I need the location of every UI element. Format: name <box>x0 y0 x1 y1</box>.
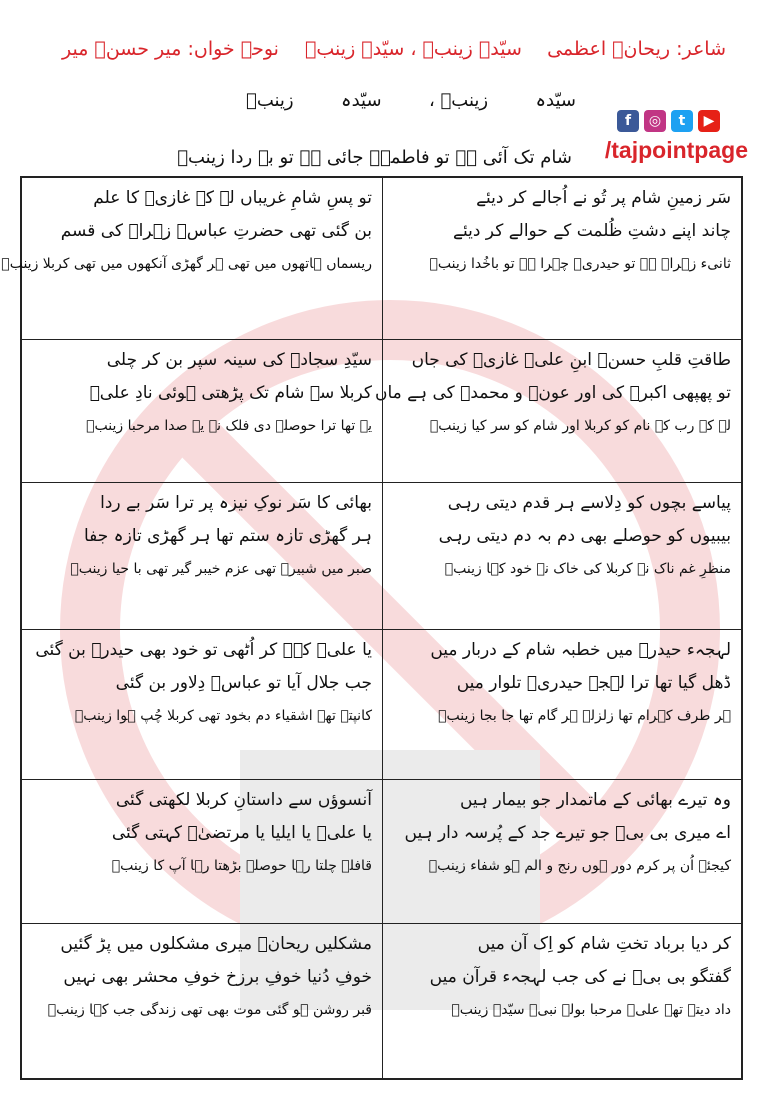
social-icons <box>617 110 720 132</box>
verse-line: لہجہء حیدرؑ میں خطبہ شام کے دربار میں <box>430 640 731 660</box>
verse-line: مشکلیں ریحانؔ میری مشکلوں میں پڑ گئیں <box>60 934 372 954</box>
verse-line: قافلہ چلتا رہا حوصلہ بڑھتا رہا آپ کا زینبؑ <box>111 858 372 874</box>
verse-line: بھائی کا سَر نوکِ نیزہ پر ترا سَر بے ردا <box>100 493 372 513</box>
stanza-cell-left <box>1 178 383 340</box>
youtube-icon[interactable]: ▶ <box>698 110 720 132</box>
verse-line: ثانیء زہراؑ ہے تو حیدریؑ چہرا ہے تو باخُدا زینبؑ <box>429 256 731 272</box>
verse-line: کانپتے تھے اشقیاء دم بخود تھی کربلا چُپ ہوا زینبؑ <box>74 708 372 724</box>
verse-line: وہ تیرے بھائی کے ماتمدار جو بیمار ہیں <box>459 790 731 810</box>
poet-credit: شاعر: ریحانؔ اعظمی <box>547 38 726 60</box>
verse-line: تو پسِ شامِ غریباں لے کے غازیؑ کا علم <box>93 188 372 208</box>
verse-line: خوفِ دُنیا خوفِ برزخ خوفِ محشر بھی نہیں <box>63 967 372 987</box>
verse-line: سَر زمینِ شام پر تُو نے اُجالے کر دیئے <box>476 188 731 208</box>
verse-line: تو پھپھی اکبرؑ کی اور عونؑ و محمدؑ کی ہے ماں <box>375 383 731 403</box>
stanza-cell-right <box>380 630 741 780</box>
refrain-word: زینبؑ ، <box>428 90 489 111</box>
verse-line: یا علیؑ یا ایلیا یا مرتضیٰؑ کہتی گئی <box>111 823 372 843</box>
verse-line: پیاسے بچوں کو دِلاسے ہر قدم دیتی رہی <box>447 493 731 513</box>
stanza-cell-left <box>22 924 383 1078</box>
lyrics-table <box>1 176 743 1080</box>
verse-line: ہر طرف کہرام تھا زلزلہ ہر گام تھا جا بجا زینبؑ <box>438 708 731 724</box>
intro-line: شام تک آئی ہے تو فاطمہؑ جائی ہے تو بے ردا زینبؑ <box>177 147 572 168</box>
verse-line: کر دیا برباد تختِ شام کو اِک آن میں <box>477 934 731 954</box>
stanza-cell-right <box>380 780 741 924</box>
twitter-icon[interactable]: t <box>671 110 693 132</box>
verse-line: آنسوؤں سے داستانِ کربلا لکھتی گئی <box>115 790 372 810</box>
stanza-cell-right <box>380 483 741 630</box>
stanza-cell-right <box>380 178 741 340</box>
verse-line: یہ تھا ترا حوصلہ دی فلک نے یہ صدا مرحبا زینبؑ <box>86 418 372 434</box>
stanza-cell-left <box>22 630 383 780</box>
verse-line: ہر گھڑی تازہ ستم تھا ہر گھڑی تازہ جفا <box>83 526 372 546</box>
refrain-word: زینبؑ <box>246 90 294 111</box>
stanza-cell-left <box>22 340 383 483</box>
verse-line: کربلا سے شام تک پڑھتی ہوئی نادِ علیؑ <box>89 383 372 403</box>
verse-line: منظرِ غم ناک نے کربلا کی خاک نے خود کہا زینبؑ <box>444 561 731 577</box>
facebook-icon[interactable]: f <box>617 110 639 132</box>
header <box>0 38 768 68</box>
stanza-cell-right <box>375 340 741 483</box>
verse-line: بیبیوں کو حوصلے بھی دم بہ دم دیتی رہی <box>438 526 731 546</box>
verse-line: بن گئی تھی حضرتِ عباسؑ زہراؑ کی قسم <box>60 221 372 241</box>
verse-line: گفتگو بی بیؑ نے کی جب لہجہء قرآن میں <box>429 967 731 987</box>
stanza-cell-right <box>380 924 741 1078</box>
verse-line: اے میری بی بیؑ جو تیرے جد کے پُرسہ دار ہیں <box>404 823 731 843</box>
refrain-word: سیّدہ <box>535 90 576 111</box>
verse-line: قبر روشن ہو گئی موت بھی تھی زندگی جب کہا زینبؑ <box>47 1002 372 1018</box>
verse-line: سیّدِ سجادؑ کی سینہ سپر بن کر چلی <box>106 350 372 370</box>
stanza-cell-left <box>22 483 383 630</box>
verse-line: داد دیتے تھے علیؑ مرحبا بولے نبیؐ سیّدہ زینبؑ <box>451 1002 731 1018</box>
refrain-word: سیّدہ <box>341 90 382 111</box>
page-title: سیّدہ زینبؑ ، سیّدہ زینبؑ <box>305 38 522 60</box>
verse-line: طاقتِ قلبِ حسنؑ ابنِ علیؑ غازیؑ کی جاں <box>411 350 731 370</box>
verse-line: ڈھل گیا تھا ترا لہجہ حیدریؑ تلوار میں <box>456 673 731 693</box>
instagram-icon[interactable]: ◎ <box>644 110 666 132</box>
refrain-line <box>246 90 576 111</box>
verse-line: ریسماں ہاتھوں میں تھی ہر گھڑی آنکھوں میں تھی کربلا زینبؑ <box>1 256 372 272</box>
verse-line: یا علیؑ کہہ کر اُٹھی تو خود بھی حیدرؑ بن گئی <box>35 640 372 660</box>
brand-handle[interactable]: /tajpointpage <box>604 137 748 163</box>
stanza-cell-left <box>22 780 383 924</box>
verse-line: صبر میں شبیرؑ تھی عزم خیبر گیر تھی با حیا زینبؑ <box>70 561 372 577</box>
verse-line: کیجئے اُن پر کرم دور ہوں رنج و الم ہو شفاء زینبؑ <box>428 858 731 874</box>
reciter-credit: نوحہ خواں: میر حسنؔ میر <box>62 38 279 60</box>
verse-line: چاند اپنے دشتِ ظُلمت کے حوالے کر دیئے <box>453 221 731 241</box>
verse-line: لے کے رب کے نام کو کربلا اور شام کو سر کیا زینبؑ <box>429 418 731 434</box>
verse-line: جب جلال آیا تو عباسؑ دِلاور بن گئی <box>115 673 372 693</box>
